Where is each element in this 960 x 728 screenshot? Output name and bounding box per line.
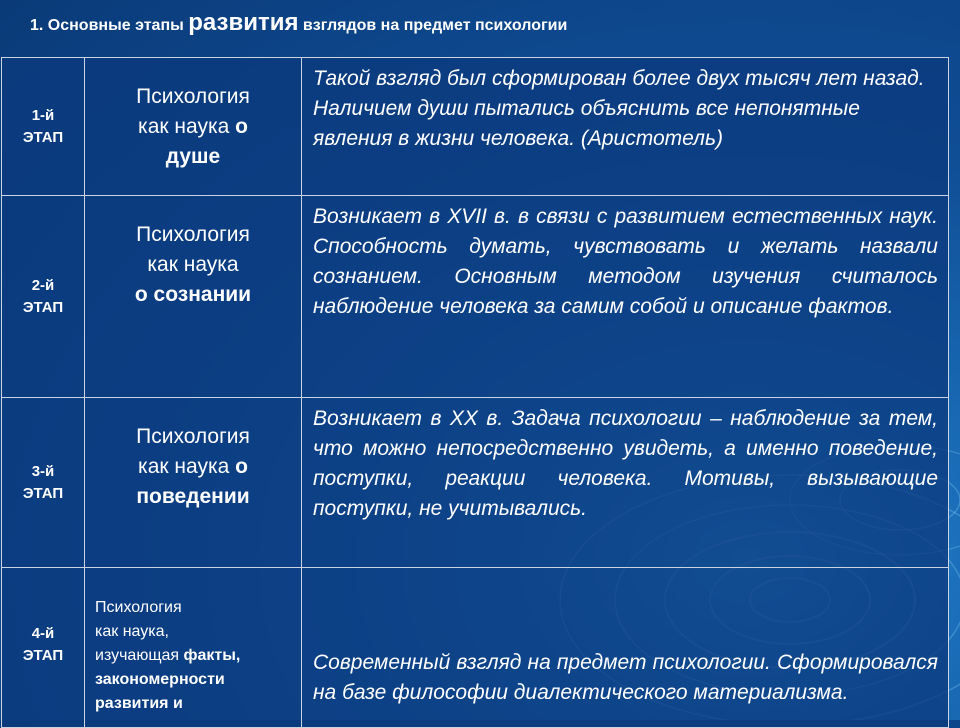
- subject-line: [95, 668, 295, 692]
- stage-word: ЭТАП: [22, 298, 64, 316]
- stage-subject: [85, 568, 302, 728]
- subject-bold: душе: [165, 145, 221, 168]
- stage-label: [2, 568, 85, 728]
- subject-bold: о сознании: [134, 283, 252, 306]
- stage-number: 1-й: [31, 106, 55, 124]
- subject-bold: факты,: [183, 647, 241, 664]
- stage-description: Возникает в XX в. Задача психологии – наблюдение за тем, что можно непосредственно увидеть, а именно поведение, поступки, реакции человека. Мотивы, вызывающие поступки, не учитывались.: [302, 398, 949, 568]
- table-row: [2, 58, 949, 196]
- table-row: [2, 568, 949, 728]
- title-suffix: взглядов на предмет психологии: [298, 17, 568, 34]
- stages-table: [1, 57, 949, 728]
- subject-line: [95, 692, 295, 716]
- subject-line: [85, 482, 301, 512]
- stage-number: 4-й: [31, 624, 55, 642]
- subject-line: Психология: [136, 425, 250, 448]
- table-row: [2, 398, 949, 568]
- subject-bold: о: [235, 455, 248, 478]
- stage-label: [2, 398, 85, 568]
- slide-title: [30, 6, 930, 40]
- subject-line: Психология: [136, 223, 250, 246]
- stage-subject: [85, 398, 302, 568]
- subject-line: [85, 452, 301, 482]
- stage-label: [2, 58, 85, 196]
- stage-subject: [85, 58, 302, 196]
- subject-line: Психология: [136, 85, 250, 108]
- subject-line: [85, 280, 301, 310]
- stage-subject: [85, 196, 302, 398]
- subject-plain: как наука: [138, 115, 236, 138]
- stage-description: Современный взгляд на предмет психологии. Сформировался на базе философии диалектического материализма.: [302, 568, 949, 728]
- stage-description: Возникает в XVII в. в связи с развитием естественных наук. Способность думать, чувствовать и желать назвали сознанием. Основным методом изучения считалось наблюдение человека за самим собой и описание фактов.: [302, 196, 949, 398]
- stage-label: [2, 196, 85, 398]
- subject-line: как наука,: [95, 623, 169, 640]
- title-emphasis: развития: [188, 9, 299, 36]
- subject-line: как наука: [147, 253, 239, 276]
- table-row: [2, 196, 949, 398]
- stage-word: ЭТАП: [22, 484, 64, 502]
- stage-word: ЭТАП: [22, 646, 64, 664]
- stage-number: 2-й: [31, 276, 55, 294]
- subject-bold: развития и: [95, 695, 183, 712]
- subject-plain: как наука: [138, 455, 236, 478]
- subject-bold: о: [235, 115, 248, 138]
- subject-line: [95, 644, 295, 668]
- subject-line: [85, 112, 301, 142]
- subject-bold: поведении: [136, 485, 250, 508]
- title-prefix: 1. Основные этапы: [30, 17, 189, 34]
- subject-bold: закономерности: [95, 671, 225, 688]
- subject-line: [85, 142, 301, 172]
- stage-word: ЭТАП: [22, 128, 64, 146]
- subject-line: Психология: [95, 599, 182, 616]
- subject-plain: изучающая: [95, 647, 184, 664]
- stage-number: 3-й: [31, 462, 55, 480]
- stage-description: Такой взгляд был сформирован более двух тысяч лет назад. Наличием души пытались объяснить все непонятные явления в жизни человека. (Аристотель): [302, 58, 949, 196]
